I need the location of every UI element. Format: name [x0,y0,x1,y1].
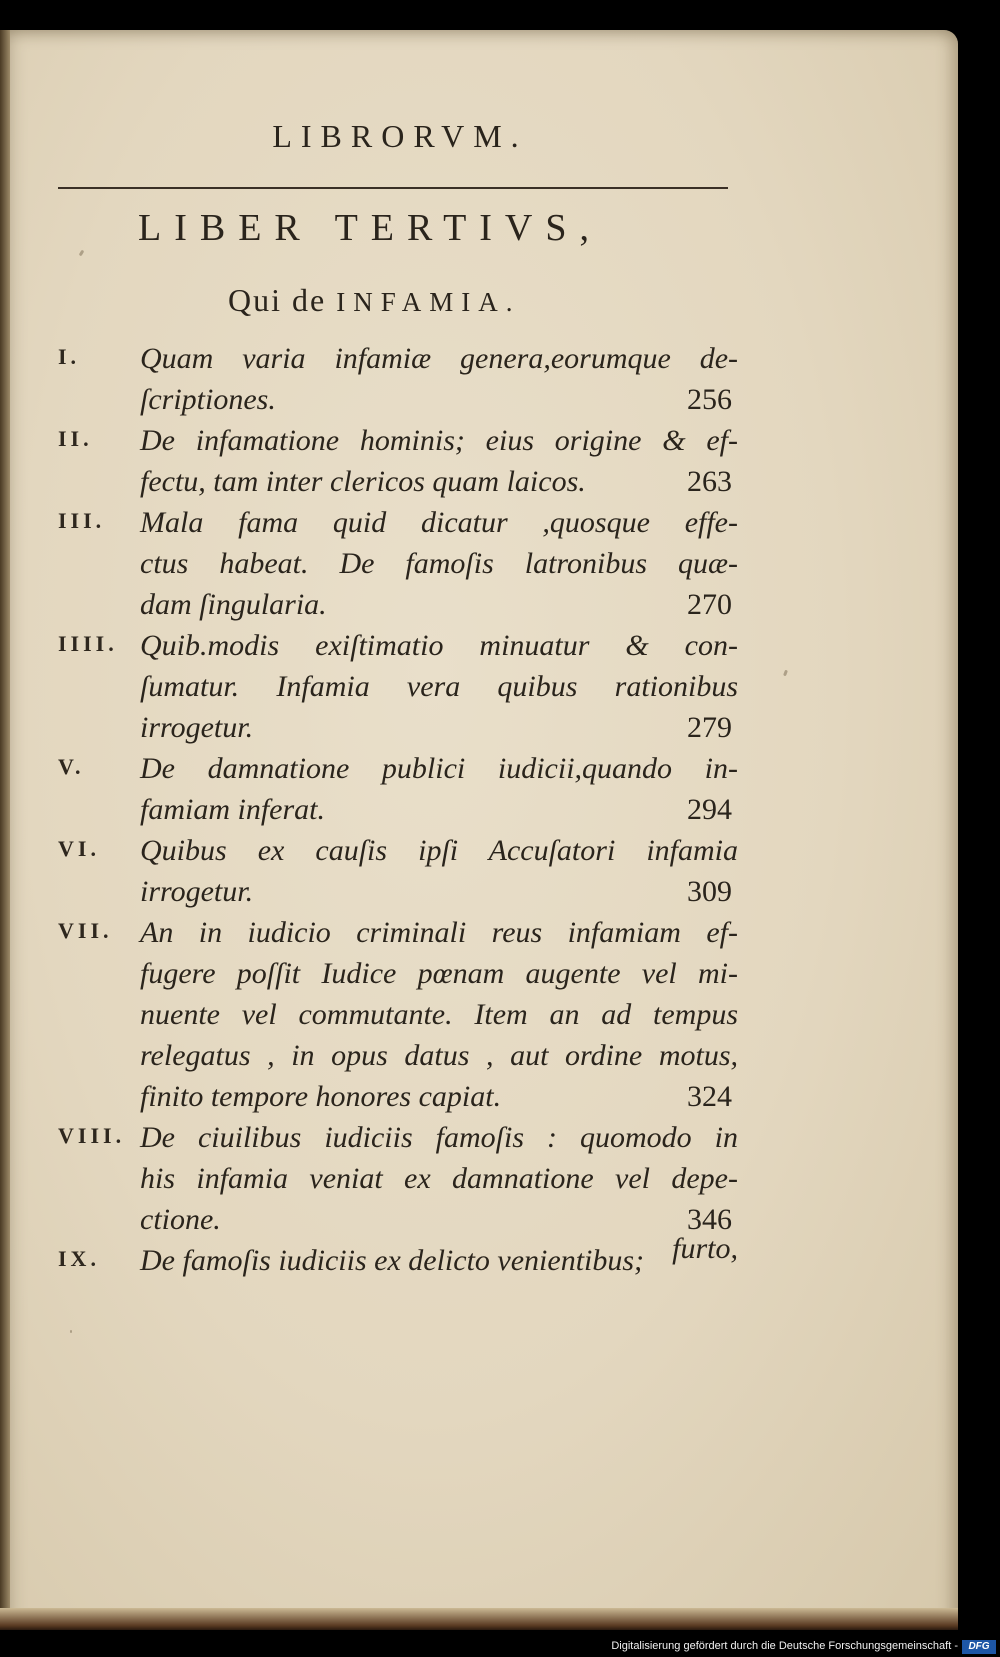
dfg-logo: DFG [962,1640,996,1654]
chapter-text-line: famiam inferat. [140,793,325,826]
page-reference: 324 [687,1080,732,1113]
paper-speck [783,670,788,677]
book-title: LIBER TERTIVS, [138,207,603,249]
page-reference: 346 [687,1203,732,1236]
chapter-text-line: fectu, tam inter clericos quam laicos. [140,465,586,498]
chapter-entry [58,502,738,625]
chapter-last-line [140,1076,738,1117]
page-reference: 270 [687,588,732,621]
chapter-text-line: De infamatione hominis; eius origine & ef- [140,424,738,457]
chapter-list [58,338,738,1281]
chapter-last-line [140,379,738,420]
chapter-numeral: VIII. [58,1123,126,1148]
funding-credit: Digitalisierung gefördert durch die Deutsche Forschungsgemeinschaft - [611,1640,958,1652]
chapter-text-line: relegatus , in opus datus , aut ordine motus, [140,1039,738,1072]
page-bottom-edge [0,1608,958,1630]
chapter-entry [58,830,738,912]
chapter-last-line [140,789,738,830]
chapter-text-line: De famoſis iudiciis ex delicto venientibus; [140,1244,645,1277]
page-reference: 256 [687,383,732,416]
page-reference: 279 [687,711,732,744]
running-head: LIBRORVM. [272,118,528,154]
chapter-text-line: Quam varia infamiæ genera,eorumque de- [140,342,738,375]
chapter-text-line: irrogetur. [140,711,254,744]
chapter-last-line [140,707,738,748]
catchword: furto, [672,1232,738,1265]
chapter-numeral: III. [58,508,106,533]
chapter-text-line: ſcriptiones. [140,383,276,416]
chapter-text-line: Mala fama quid dicatur ,quosque effe- [140,506,738,539]
subtitle-caps: INFAMIA. [336,287,521,317]
chapter-text-line: De damnatione publici iudicii,quando in- [140,752,738,785]
chapter-text-line: his infamia veniat ex damnatione vel depe- [140,1162,738,1195]
chapter-text-line: ſumatur. Infamia vera quibus rationibus [140,670,738,703]
chapter-entry [58,748,738,830]
chapter-text-line: irrogetur. [140,875,254,908]
page-reference: 309 [687,875,732,908]
chapter-numeral: IIII. [58,631,118,656]
chapter-text-line: An in iudicio criminali reus infamiam ef- [140,916,738,949]
binding-edge [0,30,10,1630]
chapter-entry [58,1117,738,1240]
chapter-numeral: VII. [58,918,113,943]
chapter-entry [58,625,738,748]
chapter-text-line: nuente vel commutante. Item an ad tempus [140,998,738,1031]
chapter-text-line: Quib.modis exiſtimatio minuatur & con- [140,629,738,662]
chapter-text-line: ctione. [140,1203,221,1236]
chapter-entry [58,420,738,502]
chapter-numeral: II. [58,426,93,451]
paper-speck [70,1330,72,1333]
book-subtitle [228,282,520,319]
chapter-text-line: dam ſingularia. [140,588,327,621]
chapter-entry [58,912,738,1117]
chapter-last-line [140,871,738,912]
chapter-numeral: V. [58,754,85,779]
chapter-entry [58,338,738,420]
chapter-text-line: De ciuilibus iudiciis famoſis : quomodo in [140,1121,738,1154]
page-reference: 263 [687,465,732,498]
chapter-last-line [140,461,738,502]
page-reference: 294 [687,793,732,826]
chapter-text-line: fugere poſſit Iudice pœnam augente vel mi- [140,957,738,990]
paper-speck [79,250,85,257]
subtitle-prefix: Qui de [228,282,327,318]
chapter-numeral: IX. [58,1246,100,1271]
chapter-text-line: ctus habeat. De famoſis latronibus quæ- [140,547,738,580]
chapter-text-line: Quibus ex cauſis ipſi Accuſatori infamia [140,834,738,867]
header-rule [58,187,728,189]
chapter-numeral: I. [58,344,81,369]
chapter-numeral: VI. [58,836,100,861]
chapter-last-line [140,584,738,625]
footer-bar [0,1638,1000,1657]
chapter-text-line: finito tempore honores capiat. [140,1080,502,1113]
